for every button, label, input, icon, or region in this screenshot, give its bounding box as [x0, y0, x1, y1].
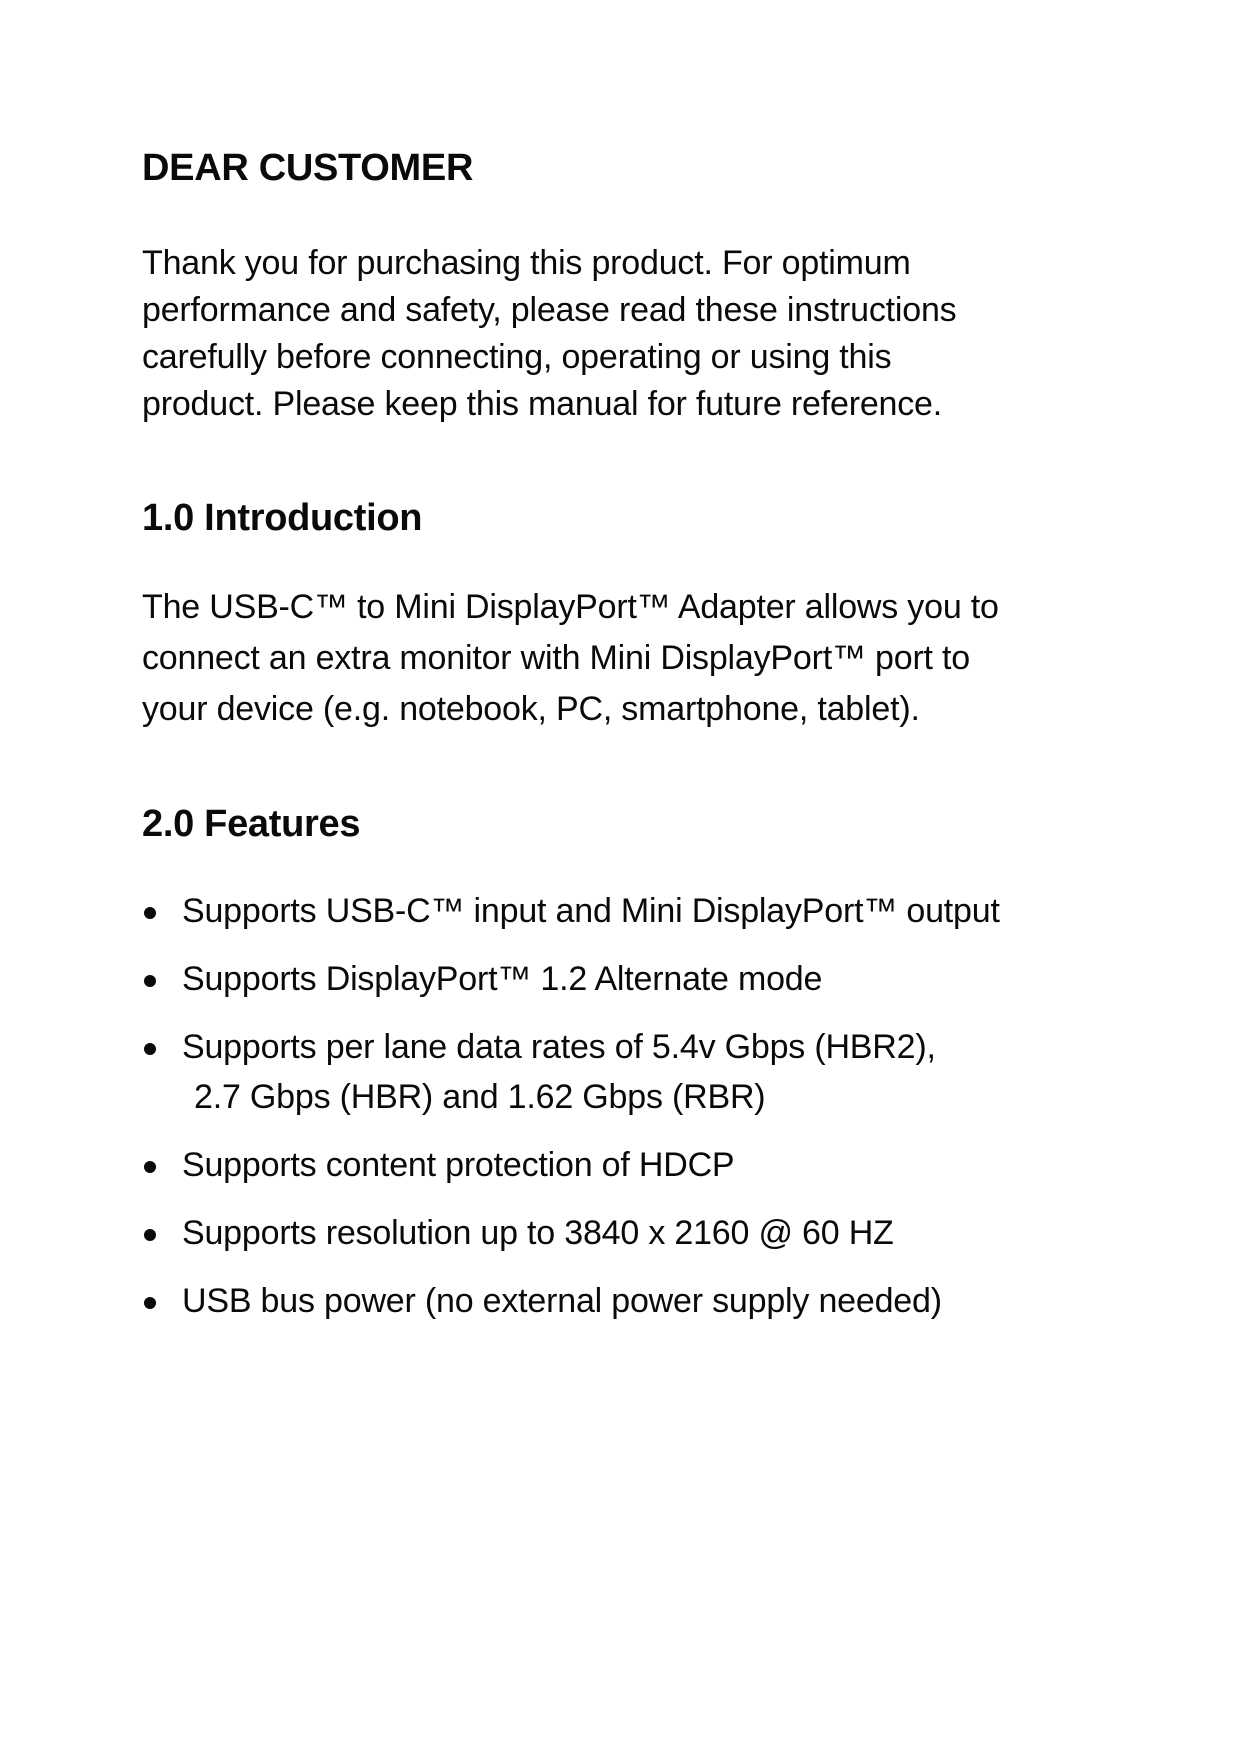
feature-item-resolution	[142, 1208, 1122, 1276]
feature-item-alternate-mode	[142, 954, 1122, 1022]
features-list	[142, 886, 1122, 1344]
bullet-icon	[144, 907, 156, 919]
thank-line-1: Thank you for purchasing this product. For optimum	[142, 244, 911, 282]
thank-line-3: carefully before connecting, operating or using this	[142, 338, 892, 376]
bullet-icon	[144, 1161, 156, 1173]
feature-item-bus-power	[142, 1276, 1122, 1344]
dear-customer-heading: DEAR CUSTOMER	[142, 147, 474, 189]
intro-line-2: connect an extra monitor with Mini DisplayPort™ port to	[142, 639, 971, 677]
thank-you-paragraph	[142, 240, 1082, 428]
introduction-paragraph	[142, 582, 1102, 735]
feature-item-usb-c-input	[142, 886, 1122, 954]
feature-text-continuation: 2.7 Gbps (HBR) and 1.62 Gbps (RBR)	[194, 1078, 766, 1116]
bullet-icon	[144, 1043, 156, 1055]
bullet-icon	[144, 1229, 156, 1241]
feature-text: Supports per lane data rates of 5.4v Gbps (HBR2),	[182, 1028, 936, 1066]
feature-item-hdcp	[142, 1140, 1122, 1208]
feature-text: Supports resolution up to 3840 x 2160 @ 60 HZ	[182, 1214, 894, 1252]
feature-text: Supports USB-C™ input and Mini DisplayPort™ output	[182, 892, 1000, 930]
bullet-icon	[144, 975, 156, 987]
feature-text: Supports content protection of HDCP	[182, 1146, 735, 1184]
intro-line-1: The USB-C™ to Mini DisplayPort™ Adapter allows you to	[142, 588, 999, 626]
introduction-heading: 1.0 Introduction	[142, 497, 423, 539]
thank-line-2: performance and safety, please read these instructions	[142, 291, 957, 329]
feature-text: USB bus power (no external power supply needed)	[182, 1282, 942, 1320]
intro-line-3: your device (e.g. notebook, PC, smartphone, tablet).	[142, 690, 920, 728]
feature-item-data-rates	[142, 1022, 1122, 1140]
feature-text: Supports DisplayPort™ 1.2 Alternate mode	[182, 960, 823, 998]
features-heading: 2.0 Features	[142, 803, 361, 845]
thank-line-4: product. Please keep this manual for future reference.	[142, 385, 942, 423]
bullet-icon	[144, 1297, 156, 1309]
